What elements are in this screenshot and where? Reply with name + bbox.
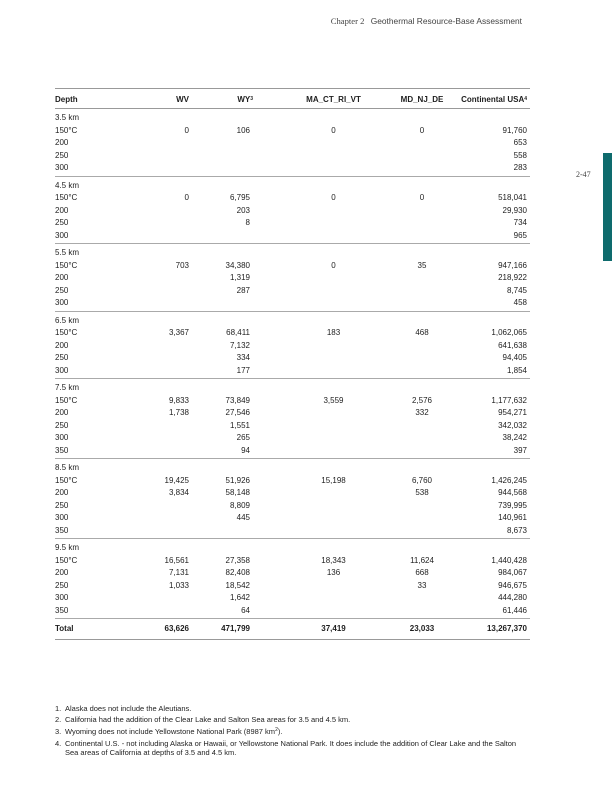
depth-label: 4.5 km xyxy=(55,180,80,190)
value-cell-wv: 0 xyxy=(184,193,189,202)
table-header-row xyxy=(55,89,530,109)
footnote-number: 3. xyxy=(55,726,62,736)
table-row xyxy=(55,137,530,150)
value-cell-wy xyxy=(195,162,283,176)
value-cell-wv: 16,561 xyxy=(164,555,189,565)
footnote-text: Continental U.S. - not including Alaska or Hawaii, or Yellowstone National Park. It does include the addition of Clear Lake and the Salton Sea areas of California at depths of 3.5 and 4.5 km. xyxy=(65,738,517,757)
value-cell-md xyxy=(384,137,460,150)
temperature-cell: 300 xyxy=(55,513,69,522)
page-number: 2-47 xyxy=(576,170,591,179)
depth-group-header xyxy=(55,459,530,475)
value-cell-ma xyxy=(283,407,384,420)
temperature-cell: 250 xyxy=(55,580,69,590)
footnote-1 xyxy=(55,703,525,714)
value-cell-ma: 136 xyxy=(326,568,341,577)
value-cell-wy: 1,319 xyxy=(229,273,250,282)
temperature-cell: 200 xyxy=(55,138,69,147)
temperature-cell: 300 xyxy=(55,365,119,379)
value-cell-wv: 3,834 xyxy=(168,488,189,497)
total-cell-wv: 63,626 xyxy=(119,619,195,640)
value-cell-md: 33 xyxy=(417,580,427,590)
table-row xyxy=(55,192,530,205)
temperature-cell: 250 xyxy=(55,150,69,160)
value-cell-us: 91,760 xyxy=(502,125,527,135)
value-cell-wy xyxy=(195,525,283,539)
value-cell-us: 947,166 xyxy=(498,260,527,270)
footnote-4 xyxy=(55,739,525,757)
value-cell-ma: 15,198 xyxy=(321,475,346,485)
value-cell-wv: 7,131 xyxy=(168,568,189,577)
value-cell-wy: 94 xyxy=(195,445,283,459)
value-cell-wv xyxy=(119,432,195,445)
value-cell-us: 954,271 xyxy=(498,408,527,417)
footnote-text-end: ). xyxy=(277,726,283,736)
footnote-number: 4. xyxy=(55,738,62,748)
table-row xyxy=(55,340,530,353)
value-cell-ma xyxy=(283,272,384,285)
value-cell-wv xyxy=(119,340,195,353)
table-row xyxy=(55,260,530,273)
value-cell-ma: 0 xyxy=(331,125,336,135)
value-cell-wv xyxy=(119,162,195,176)
value-cell-us: 965 xyxy=(460,230,530,244)
chapter-side-tab xyxy=(603,153,612,261)
table-row xyxy=(55,217,530,230)
col-header-us xyxy=(460,89,530,109)
value-cell-md: 332 xyxy=(415,408,429,417)
value-cell-ma xyxy=(283,445,384,459)
value-cell-wy: 106 xyxy=(236,125,250,135)
value-cell-md xyxy=(384,605,460,619)
value-cell-md xyxy=(384,340,460,353)
footnote-3 xyxy=(55,726,525,737)
temperature-cell: 300 xyxy=(55,230,119,244)
value-cell-md: 35 xyxy=(417,260,427,270)
table-row xyxy=(55,395,530,408)
value-cell-md xyxy=(384,592,460,605)
value-cell-ma xyxy=(283,592,384,605)
table-row xyxy=(55,605,530,619)
value-cell-ma xyxy=(283,432,384,445)
value-cell-wv xyxy=(119,592,195,605)
value-cell-us: 1,062,065 xyxy=(491,328,527,337)
depth-label: 8.5 km xyxy=(55,463,80,472)
total-label: Total xyxy=(55,619,119,640)
table-row xyxy=(55,420,530,433)
col-header-wy xyxy=(195,89,283,109)
table-row xyxy=(55,272,530,285)
value-cell-ma: 3,559 xyxy=(323,395,344,405)
value-cell-ma xyxy=(283,150,384,163)
value-cell-ma xyxy=(283,365,384,379)
depth-group-header xyxy=(55,109,530,125)
value-cell-wv: 1,738 xyxy=(168,408,189,417)
value-cell-wv: 0 xyxy=(184,125,189,135)
value-cell-ma xyxy=(283,525,384,539)
value-cell-wy: 334 xyxy=(236,353,250,362)
col-header-ma: MA_CT_RI_VT xyxy=(306,94,361,104)
temperature-cell: 350 xyxy=(55,605,119,619)
value-cell-md xyxy=(384,162,460,176)
table-row xyxy=(55,205,530,218)
value-cell-md: 11,624 xyxy=(410,555,434,565)
table-row xyxy=(55,512,530,525)
value-cell-ma: 0 xyxy=(331,193,336,202)
table-row xyxy=(55,445,530,459)
col-header-depth: Depth xyxy=(55,94,78,104)
value-cell-md: 0 xyxy=(419,193,425,202)
value-cell-wy: 34,380 xyxy=(225,260,250,270)
value-cell-md xyxy=(384,217,460,230)
depth-group-header xyxy=(55,176,530,192)
value-cell-us: 1,440,428 xyxy=(491,555,527,565)
table-row xyxy=(55,352,530,365)
value-cell-wy: 445 xyxy=(236,513,250,522)
value-cell-wy: 58,148 xyxy=(225,488,250,497)
value-cell-us: 558 xyxy=(513,150,527,160)
value-cell-us: 8,673 xyxy=(460,525,530,539)
value-cell-us: 283 xyxy=(460,162,530,176)
value-cell-us: 218,922 xyxy=(498,273,527,282)
value-cell-wy xyxy=(195,230,283,244)
value-cell-md xyxy=(384,420,460,433)
value-cell-us: 734 xyxy=(513,218,527,227)
value-cell-wy: 6,795 xyxy=(229,193,250,202)
footnotes xyxy=(55,703,525,757)
value-cell-wy xyxy=(195,150,283,163)
temperature-cell: 200 xyxy=(55,408,69,417)
table-row xyxy=(55,432,530,445)
value-cell-ma xyxy=(283,580,384,593)
value-cell-us: 94,405 xyxy=(502,353,527,362)
value-cell-us: 518,041 xyxy=(498,193,527,202)
footnote-ref-4: 4 xyxy=(524,95,527,102)
depth-group-header xyxy=(55,379,530,395)
value-cell-ma xyxy=(283,500,384,513)
value-cell-md xyxy=(384,525,460,539)
value-cell-us: 1,426,245 xyxy=(491,475,527,485)
temperature-cell: 150°C xyxy=(55,125,78,135)
temperature-cell: 200 xyxy=(55,568,69,577)
value-cell-ma xyxy=(283,420,384,433)
temperature-cell: 300 xyxy=(55,593,69,602)
value-cell-md xyxy=(384,297,460,311)
value-cell-wv: 3,367 xyxy=(168,328,189,337)
value-cell-wy: 177 xyxy=(195,365,283,379)
table-row xyxy=(55,500,530,513)
value-cell-ma xyxy=(283,137,384,150)
temperature-cell: 250 xyxy=(55,353,69,362)
col-header-md: MD_NJ_DE xyxy=(400,94,444,104)
col-header-us-label: Continental USA xyxy=(461,94,525,104)
value-cell-ma xyxy=(283,352,384,365)
col-header-wy-label: WY xyxy=(237,94,251,104)
table-row xyxy=(55,125,530,138)
value-cell-us: 342,032 xyxy=(498,420,527,430)
footnote-text: Alaska does not include the Aleutians. xyxy=(65,704,192,713)
value-cell-ma: 18,343 xyxy=(321,555,346,565)
value-cell-wy xyxy=(195,297,283,311)
footnote-number: 1. xyxy=(55,704,62,713)
value-cell-wy: 265 xyxy=(236,433,250,442)
value-cell-wv: 703 xyxy=(175,260,189,270)
temperature-cell: 200 xyxy=(55,273,69,282)
value-cell-wv xyxy=(119,352,195,365)
value-cell-wv: 9,833 xyxy=(168,395,189,405)
value-cell-ma xyxy=(283,217,384,230)
value-cell-md xyxy=(384,205,460,218)
value-cell-md: 0 xyxy=(419,125,425,135)
value-cell-us: 739,995 xyxy=(498,500,527,510)
temperature-cell: 300 xyxy=(55,297,119,311)
value-cell-wv xyxy=(119,365,195,379)
depth-label: 3.5 km xyxy=(55,113,80,122)
depth-group-header xyxy=(55,311,530,327)
table-row xyxy=(55,487,530,500)
value-cell-ma: 183 xyxy=(326,328,341,337)
resource-table xyxy=(55,88,530,640)
value-cell-wy: 27,358 xyxy=(225,555,250,565)
temperature-cell: 300 xyxy=(55,433,69,442)
value-cell-us: 458 xyxy=(460,297,530,311)
table-row xyxy=(55,327,530,340)
value-cell-us: 61,446 xyxy=(460,605,530,619)
depth-label: 7.5 km xyxy=(55,383,80,392)
value-cell-wy: 73,849 xyxy=(225,395,250,405)
temperature-cell: 250 xyxy=(55,285,69,295)
depth-label: 6.5 km xyxy=(55,315,80,325)
value-cell-md: 538 xyxy=(415,488,429,497)
temperature-cell: 300 xyxy=(55,162,119,176)
temperature-cell: 350 xyxy=(55,445,119,459)
value-cell-ma xyxy=(283,285,384,298)
total-cell-wy: 471,799 xyxy=(195,619,283,640)
footnote-number: 2. xyxy=(55,715,62,725)
value-cell-md xyxy=(384,230,460,244)
value-cell-us: 946,675 xyxy=(498,580,527,590)
value-cell-us: 38,242 xyxy=(502,433,527,442)
temperature-cell: 200 xyxy=(55,205,69,215)
value-cell-wy: 8 xyxy=(245,218,250,227)
footnote-text: California had the addition of the Clear Lake and Salton Sea areas for 3.5 and 4.5 km. xyxy=(65,715,351,725)
running-header xyxy=(331,16,522,26)
footnote-ref-3: 3 xyxy=(250,95,253,102)
temperature-cell: 150°C xyxy=(55,475,78,485)
temperature-cell: 200 xyxy=(55,340,69,350)
value-cell-wy: 18,542 xyxy=(225,580,250,590)
table-row xyxy=(55,150,530,163)
value-cell-wv: 19,425 xyxy=(164,475,189,485)
value-cell-us: 1,854 xyxy=(460,365,530,379)
value-cell-us: 984,067 xyxy=(498,568,527,577)
value-cell-us: 140,961 xyxy=(498,513,527,522)
table-row xyxy=(55,230,530,244)
value-cell-ma xyxy=(283,512,384,525)
value-cell-ma: 0 xyxy=(331,260,336,270)
value-cell-wv xyxy=(119,205,195,218)
table-row xyxy=(55,592,530,605)
table-body xyxy=(55,109,530,640)
depth-label: 9.5 km xyxy=(55,543,80,552)
value-cell-wy: 8,809 xyxy=(229,500,250,510)
value-cell-md xyxy=(384,272,460,285)
value-cell-wv xyxy=(119,230,195,244)
table-row xyxy=(55,285,530,298)
value-cell-wv xyxy=(119,605,195,619)
value-cell-md xyxy=(384,500,460,513)
value-cell-wy: 203 xyxy=(236,205,250,215)
temperature-cell: 250 xyxy=(55,420,69,430)
value-cell-wv xyxy=(119,272,195,285)
temperature-cell: 150°C xyxy=(55,395,78,405)
value-cell-wv xyxy=(119,137,195,150)
value-cell-wv: 1,033 xyxy=(168,580,189,590)
value-cell-md: 468 xyxy=(415,328,429,337)
value-cell-wv xyxy=(119,512,195,525)
table-row xyxy=(55,162,530,176)
value-cell-wv xyxy=(119,217,195,230)
depth-group-header xyxy=(55,244,530,260)
footnote-text: Wyoming does not include Yellowstone National Park (8987 km xyxy=(65,726,276,736)
value-cell-wy: 51,926 xyxy=(225,475,250,485)
temperature-cell: 150°C xyxy=(55,328,78,337)
temperature-cell: 250 xyxy=(55,218,69,227)
value-cell-wy xyxy=(195,137,283,150)
value-cell-md xyxy=(384,445,460,459)
temperature-cell: 350 xyxy=(55,525,119,539)
value-cell-ma xyxy=(283,487,384,500)
value-cell-wy: 287 xyxy=(236,285,250,295)
value-cell-wy: 1,551 xyxy=(229,420,250,430)
value-cell-md xyxy=(384,365,460,379)
value-cell-ma xyxy=(283,340,384,353)
value-cell-ma xyxy=(283,605,384,619)
value-cell-us: 397 xyxy=(460,445,530,459)
value-cell-us: 641,638 xyxy=(498,340,527,350)
value-cell-wv xyxy=(119,285,195,298)
value-cell-us: 444,280 xyxy=(498,593,527,602)
table-row xyxy=(55,407,530,420)
value-cell-us: 8,745 xyxy=(506,285,527,295)
temperature-cell: 150°C xyxy=(55,260,78,270)
value-cell-wy: 64 xyxy=(195,605,283,619)
value-cell-wy: 82,408 xyxy=(225,568,250,577)
value-cell-us: 653 xyxy=(513,138,527,147)
value-cell-md xyxy=(384,352,460,365)
value-cell-wv xyxy=(119,445,195,459)
table-row xyxy=(55,580,530,593)
temperature-cell: 200 xyxy=(55,488,69,497)
value-cell-md xyxy=(384,150,460,163)
table-row xyxy=(55,555,530,568)
chapter-label: Chapter 2 xyxy=(330,16,365,26)
total-row xyxy=(55,619,530,640)
temperature-cell: 150°C xyxy=(55,193,78,202)
value-cell-wy: 27,546 xyxy=(225,408,250,417)
chapter-title: Geothermal Resource-Base Assessment xyxy=(370,16,522,26)
col-header-wv: WV xyxy=(176,94,189,104)
value-cell-md: 2,576 xyxy=(411,395,433,405)
value-cell-ma xyxy=(283,162,384,176)
value-cell-us: 1,177,632 xyxy=(491,395,527,405)
value-cell-md: 6,760 xyxy=(411,475,433,485)
depth-group-header xyxy=(55,539,530,555)
value-cell-md: 668 xyxy=(415,568,429,577)
table-row xyxy=(55,525,530,539)
footnote-2 xyxy=(55,714,525,725)
table-row xyxy=(55,475,530,488)
value-cell-us: 944,568 xyxy=(498,488,527,497)
value-cell-wy: 68,411 xyxy=(226,328,250,337)
value-cell-ma xyxy=(283,205,384,218)
value-cell-wv xyxy=(119,420,195,433)
table-row xyxy=(55,297,530,311)
value-cell-md xyxy=(384,285,460,298)
value-cell-wy: 7,132 xyxy=(229,340,250,350)
total-cell-md: 23,033 xyxy=(384,619,460,640)
value-cell-wv xyxy=(119,500,195,513)
value-cell-wv xyxy=(119,150,195,163)
value-cell-ma xyxy=(283,297,384,311)
total-cell-us: 13,267,370 xyxy=(460,619,530,640)
temperature-cell: 150°C xyxy=(55,555,78,565)
value-cell-us: 29,930 xyxy=(502,205,527,215)
temperature-cell: 250 xyxy=(55,500,69,510)
total-cell-ma: 37,419 xyxy=(283,619,384,640)
table-row xyxy=(55,567,530,580)
value-cell-md xyxy=(384,512,460,525)
table-row xyxy=(55,365,530,379)
value-cell-wv xyxy=(119,297,195,311)
value-cell-ma xyxy=(283,230,384,244)
depth-label: 5.5 km xyxy=(55,248,80,257)
footnote-superscript: 2 xyxy=(275,726,278,733)
value-cell-wv xyxy=(119,525,195,539)
value-cell-md xyxy=(384,432,460,445)
value-cell-wy: 1,642 xyxy=(229,593,250,602)
